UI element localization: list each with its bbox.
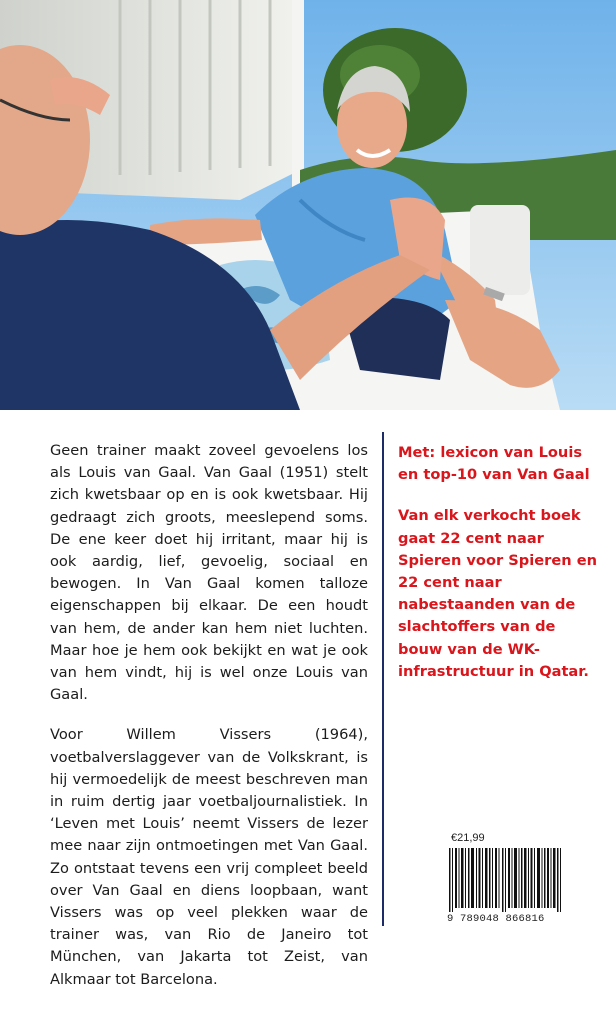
barcode-block	[447, 832, 567, 928]
sidebar-note-extras: Met: lexicon van Louis en top-10 van Van Gaal	[398, 444, 590, 484]
sidebar-note-charity: Van elk verkocht boek gaat 22 cent naar Spieren voor Spieren en 22 cent naar nabestaanden van de slachtoffers van de bouw van de WK-infrastructuur in Qatar.	[398, 507, 597, 680]
blurb-paragraph-1: Geen trainer maakt zoveel gevoelens los als Louis van Gaal. Van Gaal (1951) stelt zich kwetsbaar op en is ook kwetsbaar. Hij gedraagt zich groots, meeslepend soms. De ene keer doet hij irritant, maar hij is ook aardig, lief, gevoelig, sociaal en bewogen. In Van Gaal komen talloze eigenschappen bij elkaar. De een houdt van hem, de ander kan hem niet luchten. Maar hoe je hem ook bekijkt en wat je ook van hem vindt, hij is wel onze Louis van Gaal.	[50, 442, 368, 704]
back-cover-text	[50, 440, 368, 1009]
cover-photo-illustration	[0, 0, 616, 410]
divider-rule	[382, 432, 384, 926]
cover-photo	[0, 0, 616, 410]
isbn-number: 9 789048 866816	[447, 913, 545, 925]
sidebar-notes	[398, 442, 604, 702]
price-label: €21,99	[451, 832, 485, 844]
blurb-paragraph-2: Voor Willem Vissers (1964), voetbalverslaggever van de Volkskrant, is hij vermoedelijk de meest beschreven man in ruim dertig jaar voetbaljournalistiek. In ‘Leven met Louis’ neemt Vissers de lezer mee naar zijn ontmoetingen met Van Gaal. Zo ontstaat tevens een vrij compleet beeld over Van Gaal en diens loopbaan, want Vissers was op veel plekken waar de trainer was, van Rio de Janeiro tot München, van Jakarta tot Zeist, van Alkmaar tot Barcelona.	[50, 726, 368, 988]
barcode-icon	[447, 848, 565, 912]
